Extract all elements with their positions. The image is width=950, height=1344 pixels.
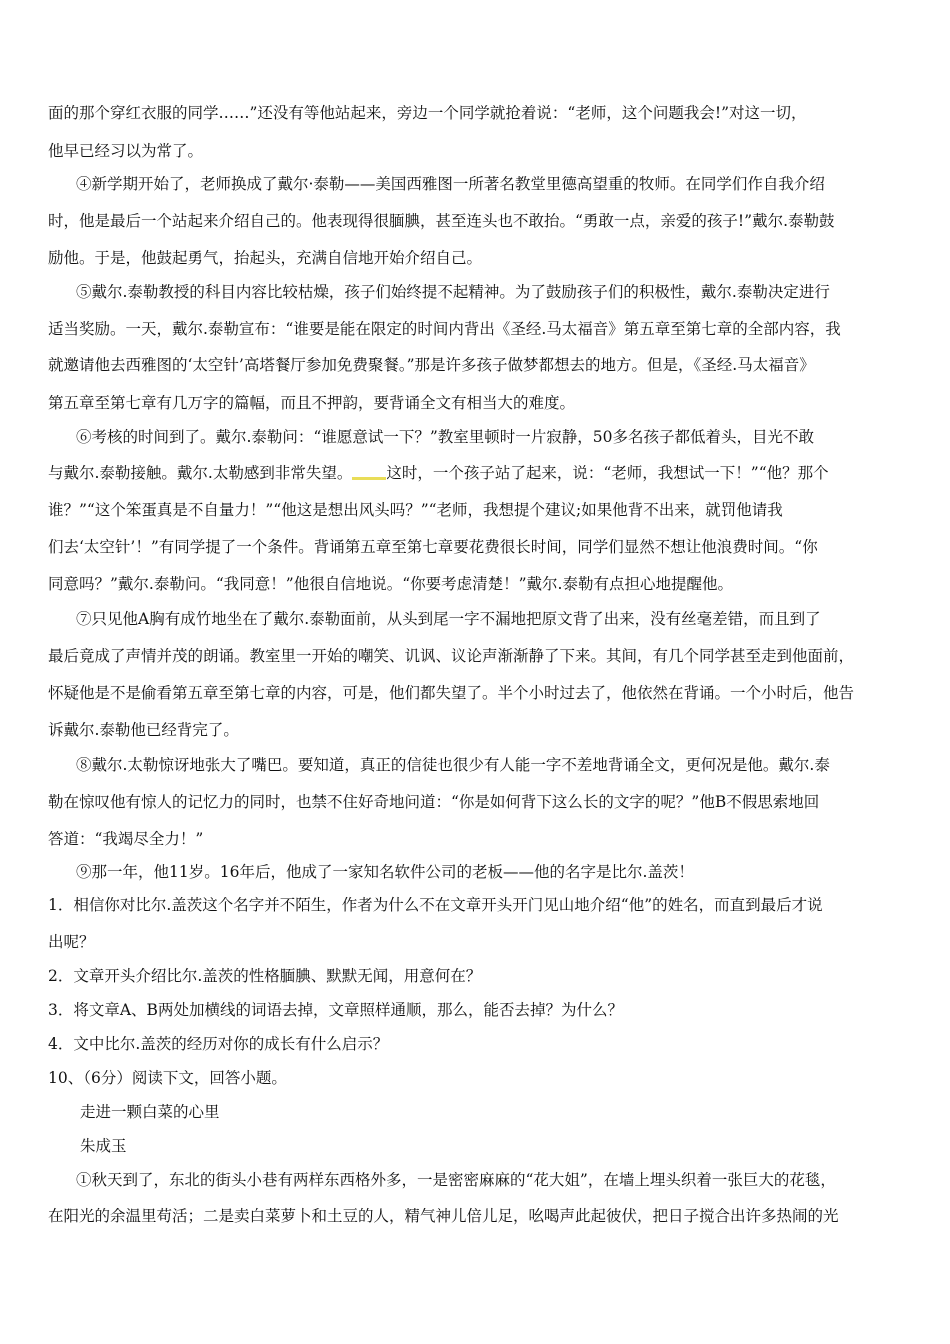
text-line: 谁？”“这个笨蛋真是不自量力！”“他这是想出风头吗？”“老师，我想提个建议;如果他背不出来，就罚他请我 [48,501,783,519]
paragraph-8-line: ⑧戴尔.太勒惊讶地张大了嘴巴。要知道，真正的信徒也很少有人能一字不差地背诵全文，更何况是他。戴尔.泰 [76,756,830,774]
text-line: 诉戴尔.泰勒他已经背完了。 [48,721,239,739]
text-line: 励他。于是，他鼓起勇气，抬起头，充满自信地开始介绍自己。 [48,249,483,267]
paragraph-5-line: ⑤戴尔.泰勒教授的科目内容比较枯燥，孩子们始终提不起精神。为了鼓励孩子们的积极性，戴尔.泰勒决定进行 [76,283,830,301]
question-2: 2．文章开头介绍比尔.盖茨的性格腼腆、默默无闻，用意何在？ [48,967,482,985]
paragraph-4-line: ④新学期开始了，老师换成了戴尔·泰勒——美国西雅图一所著名教堂里德高望重的牧师。在同学们作自我介绍 [76,175,825,193]
article-author: 朱成玉 [80,1137,127,1155]
text-segment: 与戴尔.泰勒接触。戴尔.太勒感到非常失望。 [48,464,353,482]
text-line: 就邀请他去西雅图的‘太空针’高塔餐厅参加免费聚餐。”那是许多孩子做梦都想去的地方。但是，《圣经.马太福音》 [48,356,815,374]
question-3: 3．将文章A、B两处加横线的词语去掉，文章照样通顺，那么，能否去掉？为什么？ [48,1001,623,1019]
text-line: 们去‘太空针’！”有同学提了一个条件。背诵第五章至第七章要花费很长时间，同学们显然不想让他浪费时间。“你 [48,538,818,556]
text-line: 怀疑他是不是偷看第五章至第七章的内容，可是，他们都失望了。半个小时过去了，他依然在背诵。一个小时后，他告 [48,684,855,702]
text-line: 在阳光的余温里苟活；二是卖白菜萝卜和土豆的人，精气神儿倍儿足，吆喝声此起彼伏，把日子搅合出许多热闹的光 [48,1207,839,1225]
question-1: 1．相信你对比尔.盖茨这个名字并不陌生，作者为什么不在文章开头开门见山地介绍“他”的姓名，而直到最后才说 [48,896,823,914]
text-line: 时，他是最后一个站起来介绍自己的。他表现得很腼腆，甚至连头也不敢抬。“勇敢一点，亲爱的孩子!”戴尔.泰勒鼓 [48,212,835,230]
article-title: 走进一颗白菜的心里 [80,1103,220,1121]
text-line: 同意吗？”戴尔.泰勒问。“我同意！”他很自信地说。“你要考虑清楚！”戴尔.泰勒有点担心地提醒他。 [48,575,733,593]
text-line: 答道：“我竭尽全力！” [48,830,204,848]
question-4: 4．文中比尔.盖茨的经历对你的成长有什么启示？ [48,1035,389,1053]
text-line: 他早已经习以为常了。 [48,142,204,160]
article-paragraph-1-line: ①秋天到了，东北的街头小巷有两样东西格外多，一是密密麻麻的“花大姐”，在墙上埋头织着一张巨大的花毯， [76,1171,836,1189]
text-line: 勒在惊叹他有惊人的记忆力的同时，也禁不住好奇地问道：“你是如何背下这么长的文字的呢？”他B不假思索地回 [48,793,820,811]
text-line: 面的那个穿红衣服的同学……”还没有等他站起来，旁边一个同学就抢着说：“老师，这个问题我会!”对这一切， [48,104,807,122]
paragraph-9-line: ⑨那一年，他11岁。16年后，他成了一家知名软件公司的老板——他的名字是比尔.盖茨！ [76,863,694,881]
text-line: 适当奖励。一天，戴尔.泰勒宣布：“谁要是能在限定的时间内背出《圣经.马太福音》第五章至第七章的全部内容，我 [48,320,841,338]
highlight-mark [352,463,386,480]
text-line: 出呢？ [48,933,95,951]
text-line: 第五章至第七章有几万字的篇幅，而且不押韵，要背诵全文有相当大的难度。 [48,394,576,412]
paragraph-7-line: ⑦只见他A胸有成竹地坐在了戴尔.泰勒面前，从头到尾一字不漏地把原文背了出来，没有丝毫差错，而且到了 [76,610,821,628]
paragraph-6-line: ⑥考核的时间到了。戴尔.泰勒问：“谁愿意试一下？”教室里顿时一片寂静，50多名孩子都低着头，目光不敢 [76,428,815,446]
text-line [48,463,908,483]
text-line: 最后竟成了声情并茂的朗诵。教室里一开始的嘲笑、讥讽、议论声渐渐静了下来。其间，有几个同学甚至走到他面前， [48,647,855,665]
section-10-heading: 10、（6分）阅读下文，回答小题。 [48,1069,287,1087]
text-segment: 这时，一个孩子站了起来，说：“老师，我想试一下！”“他？那个 [386,464,829,482]
